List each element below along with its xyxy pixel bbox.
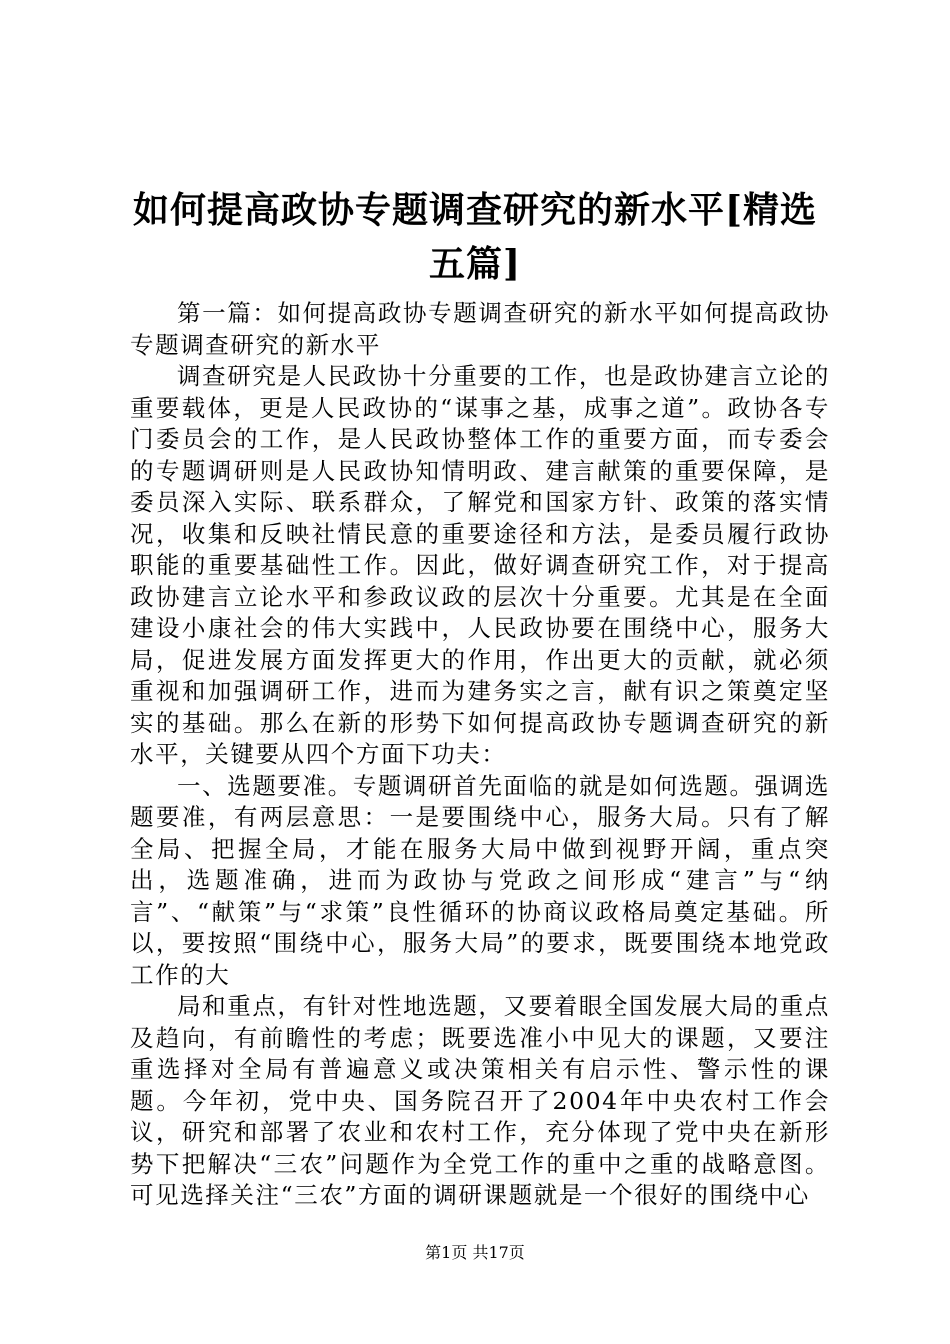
paragraph-intro: 调查研究是人民政协十分重要的工作，也是政协建言立论的重要载体，更是人民政协的“谋事之基，成事之道”。政协各专门委员会的工作，是人民政协整体工作的重要方面，而专委会的专题调研则是人民政协知情明政、建言献策的重要保障，是委员深入实际、联系群众，了解党和国家方针、政策的落实情况，收集和反映社情民意的重要途径和方法，是委员履行政协职能的重要基础性工作。因此，做好调查研究工作，对于提高政协建言立论水平和参政议政的层次十分重要。尤其是在全面建设小康社会的伟大实践中，人民政协要在围绕中心，服务大局，促进发展方面发挥更大的作用，作出更大的贡献，就必须重视和加强调研工作，进而为建务实之言，献有识之策奠定坚实的基础。那么在新的形势下如何提高政协专题调查研究的新水平，关键要从四个方面下功夫： <box>130 362 830 768</box>
paragraph-section-heading: 第一篇：如何提高政协专题调查研究的新水平如何提高政协专题调查研究的新水平 <box>130 299 830 359</box>
paragraph-point-one: 一、选题要准。专题调研首先面临的就是如何选题。强调选题要准，有两层意思：一是要围绕中心，服务大局。只有了解全局、把握全局，才能在服务大局中做到视野开阔，重点突出，选题准确，进而为政协与党政之间形成“建言”与“纳言”、“献策”与“求策”良性循环的协商议政格局奠定基础。所以，要按照“围绕中心，服务大局”的要求，既要围绕本地党政工作的大 <box>130 771 830 989</box>
document-title: 如何提高政协专题调查研究的新水平[精选五篇] <box>132 189 818 285</box>
page-number-footer: 第1页 共17页 <box>425 1243 525 1262</box>
document-body <box>130 298 830 1212</box>
paragraph-point-one-continued: 局和重点，有针对性地选题，又要着眼全国发展大局的重点及趋向，有前瞻性的考虑；既要选准小中见大的课题，又要注重选择对全局有普遍意义或决策相关有启示性、警示性的课题。今年初，党中央、国务院召开了2004年中央农村工作会议，研究和部署了农业和农村工作，充分体现了党中央在新形势下把解决“三农”问题作为全党工作的重中之重的战略意图。可见选择关注“三农”方面的调研课题就是一个很好的围绕中心 <box>130 992 830 1209</box>
